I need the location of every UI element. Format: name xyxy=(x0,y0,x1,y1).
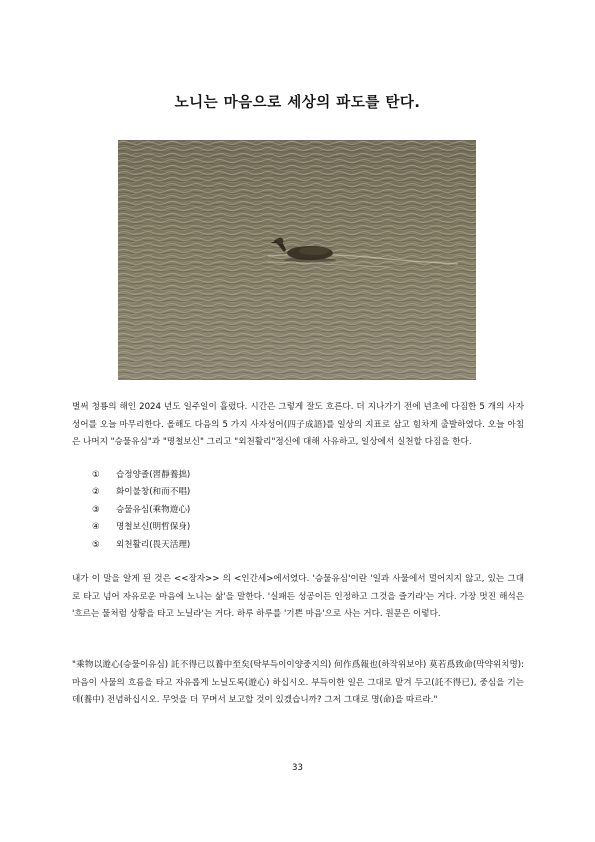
list-item xyxy=(92,519,190,536)
idiom-list xyxy=(92,467,190,554)
quote-paragraph: "乘物以遊心(승물이유심) 託不得已以養中至矣(탁부득이이양중지의) 何作爲報也(하작위보야) 莫若爲致命(막약위치명): 마음이 사물의 흐름을 타고 자유롭게 노닐도록(遊心) 하십시오. 부득이한 일은 그대로 맡겨 두고(託不得已), 중심을 기는 데(養中) 전념하십시오. 무엇을 더 꾸며서 보고할 것이 있겠습니까? 그저 그대로 명(命)을 따르라." xyxy=(72,660,524,706)
list-text: 외천활리(畏天活理) xyxy=(116,539,191,550)
list-item xyxy=(92,537,190,554)
list-text: 승물유심(乘物遊心) xyxy=(116,504,191,515)
list-item xyxy=(92,484,190,501)
intro-paragraph: 벌써 청룡의 해인 2024 년도 일주일이 흘렀다. 시간은 그렇게 잘도 흐른다. 더 지나가기 전에 년초에 다짐한 5 개의 사자 성어를 오늘 마무리한다. 올해도 다음의 5 가지 사자성어(四子成語)를 일상의 지표로 삼고 힘차게 출발하였다. 오늘 아침은 나머지 "승물유심"과 "명철보신" 그리고 "외천활리"정신에 대해 사유하고, 일상에서 실천할 다짐을 한다. xyxy=(72,402,524,448)
duck-photo xyxy=(118,140,476,380)
list-number: ⑤ xyxy=(92,539,100,550)
list-number: ① xyxy=(92,470,100,480)
list-text: 명철보신(明哲保身) xyxy=(116,522,191,533)
list-item xyxy=(92,502,190,519)
page-number: 33 xyxy=(292,763,303,773)
list-text: 화이불창(和而不唱) xyxy=(116,487,191,498)
list-number: ③ xyxy=(92,504,100,515)
explanation-paragraph: 내가 이 말을 알게 된 것은 <<장자>> 의 <인간세>에서였다. '승물유심'이란 '일과 사물에서 멀어지지 않고, 있는 그대로 타고 넘어 자유로운 마음에 노니는 삶'을 말한다. '실패든 성공이든 인정하고 그것을 즐기라'는 거다. 가장 멋진 해석은 '흐르는 물처럼 상황을 타고 노닐라'는 거다. 하루 하루를 '기쁜 마음'으로 사는 거다. 원문은 이렇다. xyxy=(72,574,524,620)
list-number: ④ xyxy=(92,522,100,533)
list-text: 습정양졸(習靜養拙) xyxy=(116,470,191,480)
list-item xyxy=(92,467,190,484)
page-title: 노니는 마음으로 세상의 파도를 탄다. xyxy=(174,95,421,111)
list-number: ② xyxy=(92,487,100,498)
